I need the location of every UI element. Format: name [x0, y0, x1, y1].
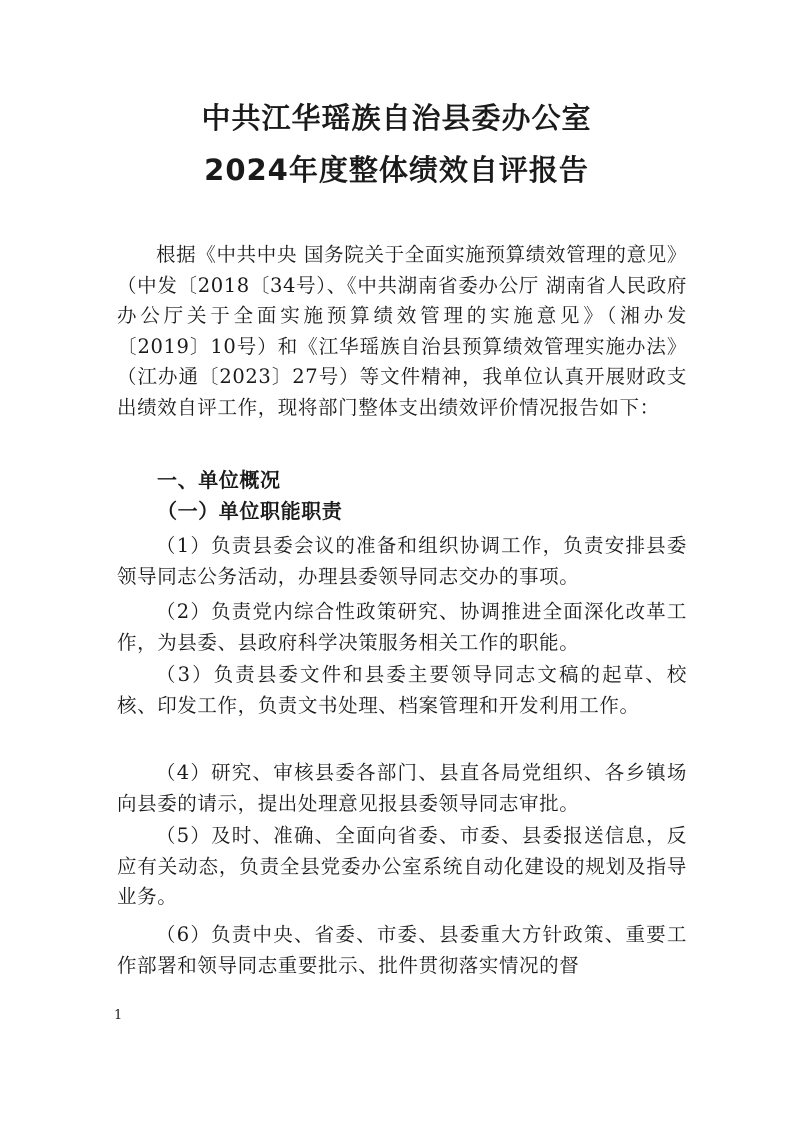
page-number: 1 — [114, 1008, 123, 1023]
item-4-block — [117, 758, 687, 819]
subsection-heading: （一）单位职能职责 — [157, 499, 343, 523]
item-6-block — [117, 920, 687, 981]
item-3-block — [117, 660, 687, 721]
document-title-line-1: 中共江华瑶族自治县委办公室 — [201, 101, 592, 135]
item-2-block — [117, 597, 687, 658]
duty-item-2: （2）负责党内综合性政策研究、协调推进全面深化改革工作，为县委、县政府科学决策服务相关工作的职能。 — [117, 600, 687, 654]
intro-paragraph: 根据《中共中央 国务院关于全面实施预算绩效管理的意见》（中发〔2018〔34号）、《中共湖南省委办公厅 湖南省人民政府办公厅关于全面实施预算绩效管理的实施意见》（湘办发〔2019〕10号）和《江华瑶族自治县预算绩效管理实施办法》（江办通〔2023〕27号）等文件精神，我单位认真开展财政支出绩效自评工作，现将部门整体支出绩效评价情况报告如下： — [117, 243, 687, 419]
subsection-1-block — [117, 496, 687, 527]
section-heading: 一、单位概况 — [157, 468, 281, 492]
document-title-line-2: 2024年度整体绩效自评报告 — [204, 153, 589, 187]
section-1-block — [117, 465, 687, 496]
duty-item-3: （3）负责县委文件和县委主要领导同志文稿的起草、校核、印发工作，负责文书处理、档案管理和开发利用工作。 — [117, 663, 687, 717]
item-5-block — [117, 821, 687, 913]
duty-item-4: （4）研究、审核县委各部门、县直各局党组织、各乡镇场向县委的请示，提出处理意见报县委领导同志审批。 — [117, 761, 687, 815]
duty-item-6: （6）负责中央、省委、市委、县委重大方针政策、重要工作部署和领导同志重要批示、批件贯彻落实情况的督 — [117, 923, 687, 977]
intro-paragraph-block — [117, 240, 687, 423]
duty-item-1: （1）负责县委会议的准备和组织协调工作，负责安排县委领导同志公务活动，办理县委领导同志交办的事项。 — [117, 534, 687, 588]
item-1-block — [117, 531, 687, 592]
duty-item-5: （5）及时、准确、全面向省委、市委、县委报送信息，反应有关动态，负责全县党委办公室系统自动化建设的规划及指导业务。 — [117, 824, 687, 908]
